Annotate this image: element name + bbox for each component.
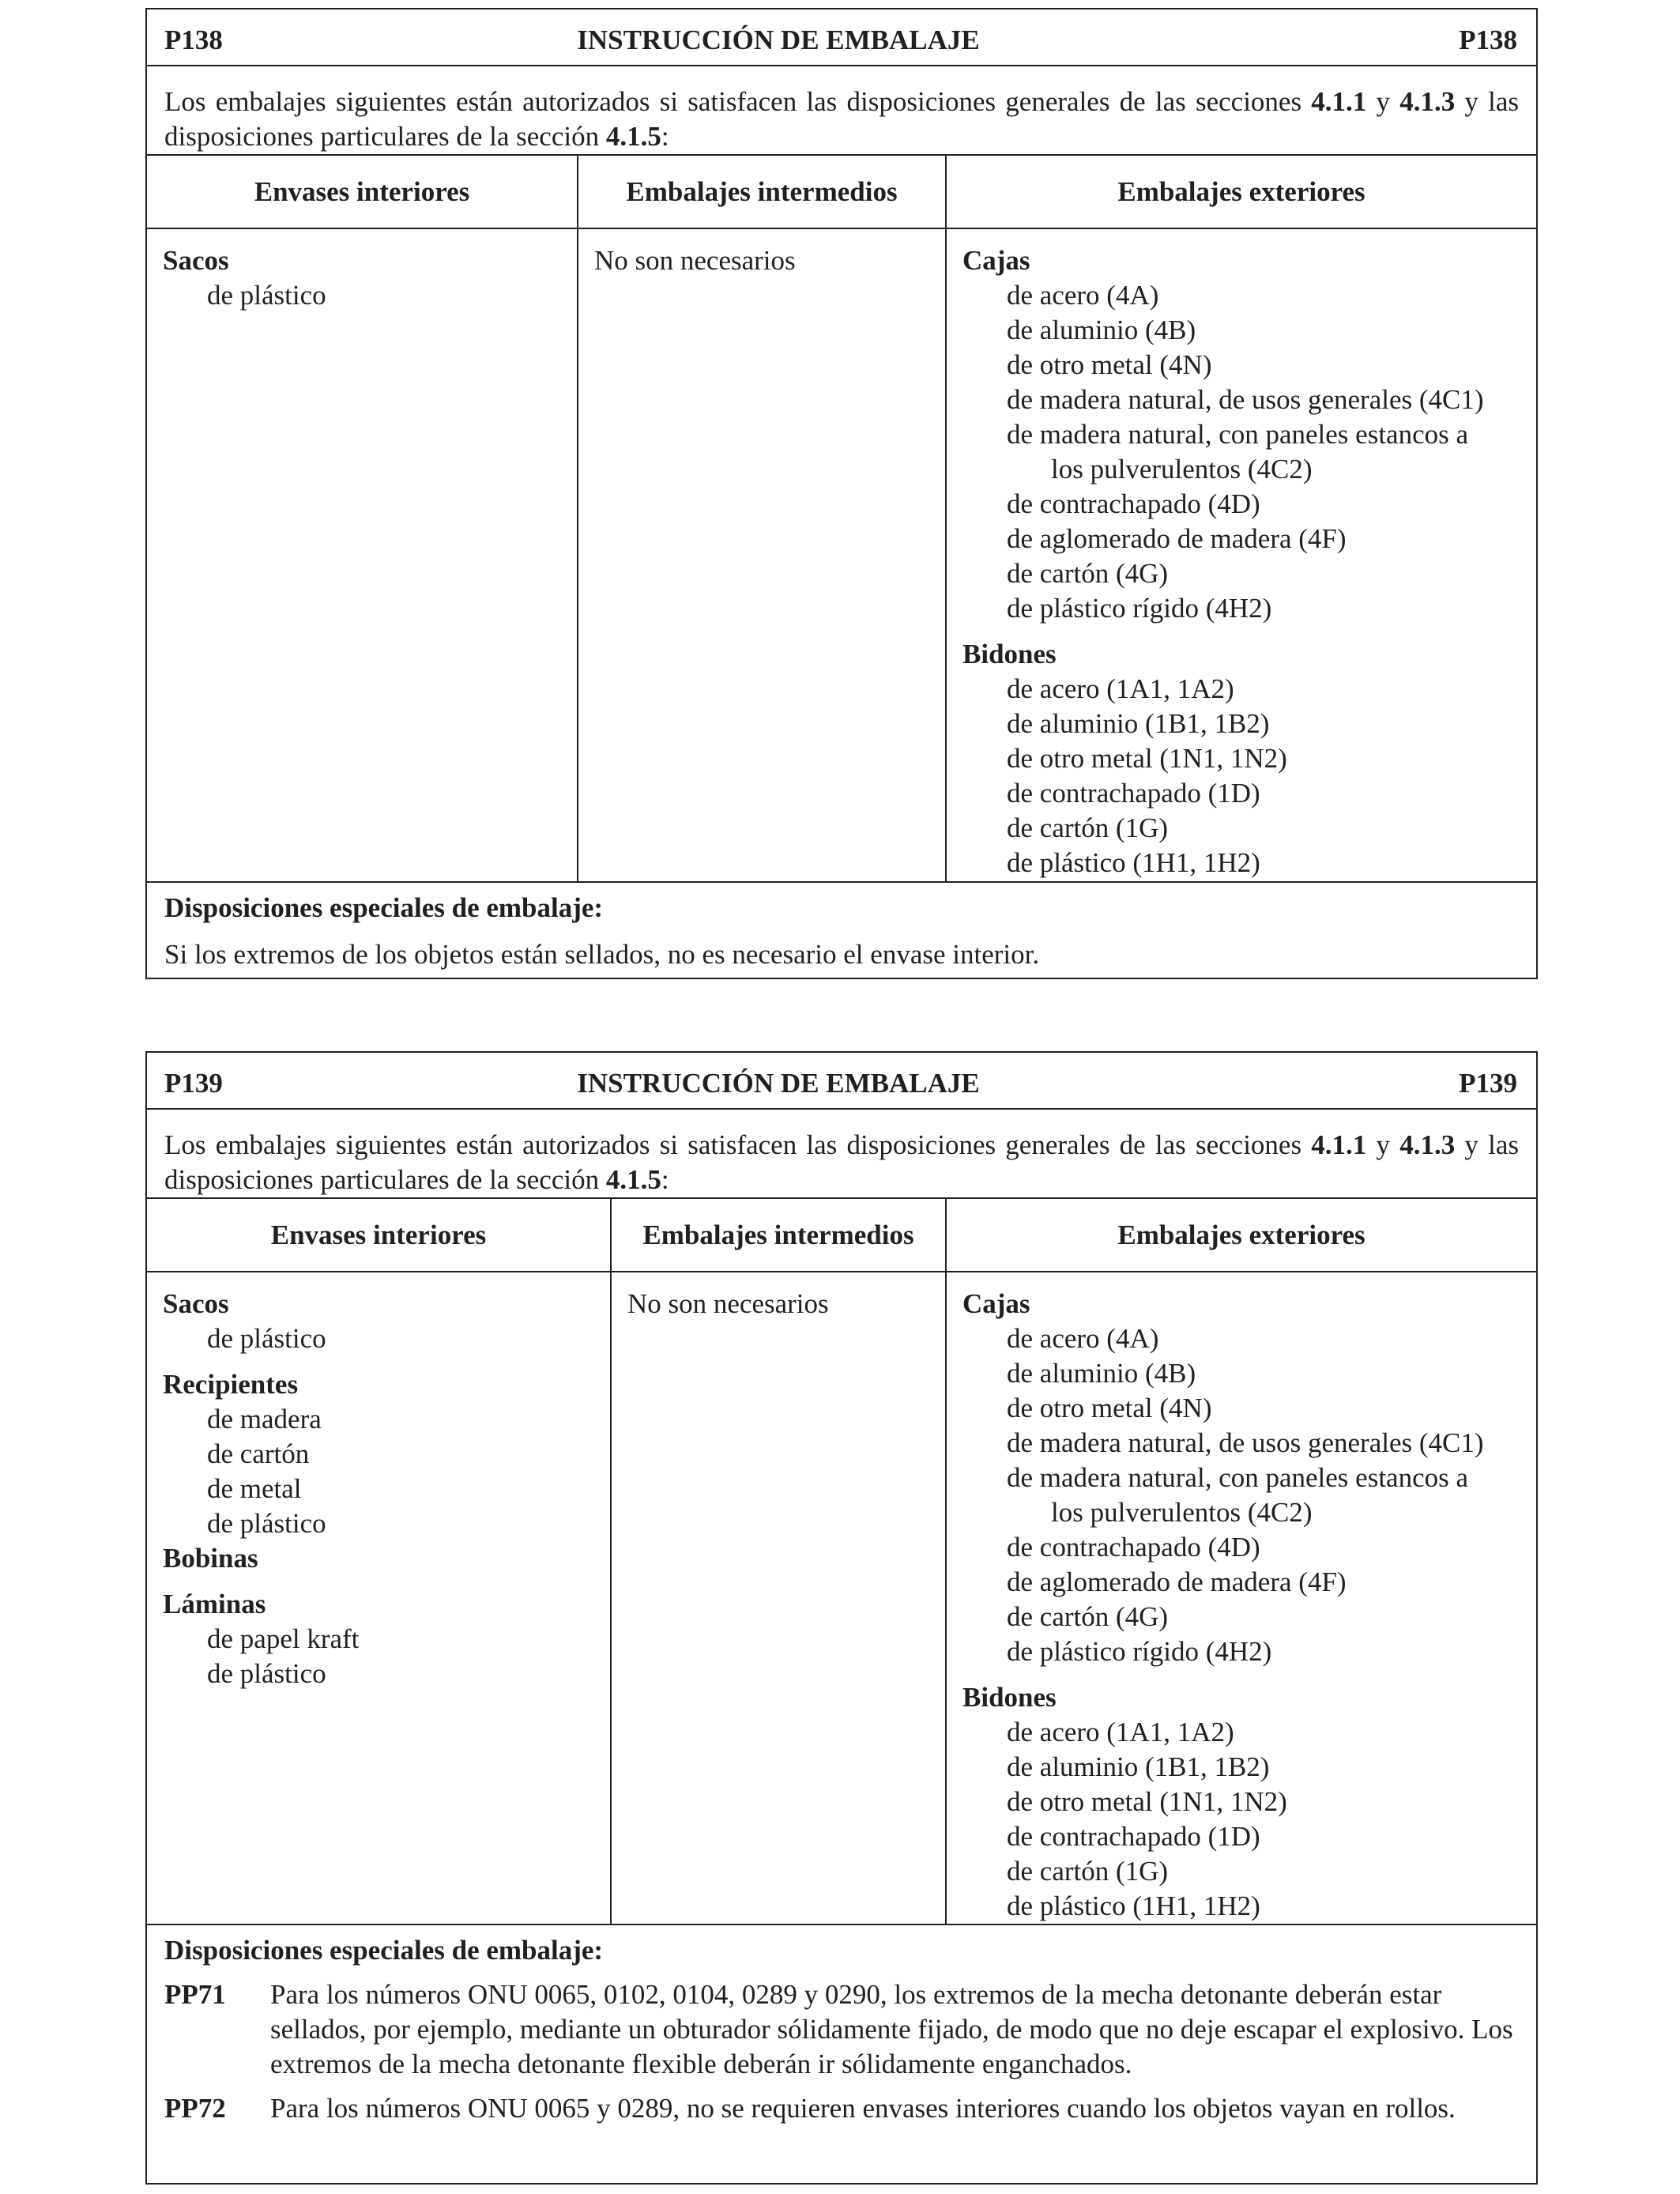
column-header-intermediate: Embalajes intermedios	[610, 1199, 945, 1271]
provision-text: Para los números ONU 0065, 0102, 0104, 0289 y 0290, los extremos de la mecha detonante deberán estar sellados, por ejemplo, mediante un obturador sólidamente fijado, de modo que no deje escapar el explosivo. Los extremos de la mecha detonante flexible deberán ir sólidamente enganchados.	[270, 1979, 1513, 2079]
special-provisions-title: Disposiciones especiales de embalaje:	[164, 1935, 604, 1966]
list-item: de otro metal (1N1, 1N2)	[1007, 743, 1287, 774]
provision-pp71	[164, 1977, 1519, 2082]
group-sacos: Sacos	[163, 245, 229, 276]
instruction-code-right: P139	[1459, 1068, 1517, 1099]
column-headers	[147, 1199, 1536, 1272]
group-laminas: Láminas	[163, 1589, 266, 1619]
list-item: de aluminio (1B1, 1B2)	[1007, 1751, 1270, 1782]
instruction-code-right: P138	[1459, 25, 1517, 55]
packing-instruction-p139	[145, 1051, 1538, 2185]
outer-packagings	[945, 229, 1536, 881]
list-item: de plástico	[207, 280, 326, 311]
intro-section-ref: 4.1.3	[1399, 1129, 1456, 1160]
provision-pp72	[164, 2091, 1519, 2126]
list-item: de metal	[207, 1473, 302, 1504]
column-header-outer: Embalajes exteriores	[945, 156, 1536, 228]
intermediate-packagings	[610, 1272, 945, 1924]
intro-text: y	[1366, 1129, 1400, 1160]
list-item: de cartón	[207, 1438, 310, 1469]
list-item-continuation: los pulverulentos (4C2)	[1051, 1497, 1313, 1528]
list-item: de contrachapado (4D)	[1007, 488, 1260, 519]
intro-text: y las disposiciones particulares de la sección	[164, 1129, 1520, 1195]
group-bidones: Bidones	[962, 1682, 1057, 1713]
provision-code: PP72	[164, 2093, 226, 2124]
list-item: de madera natural, con paneles estancos a	[1007, 1462, 1469, 1493]
special-provisions-note: Si los extremos de los objetos están sellados, no es necesario el envase interior.	[164, 939, 1040, 970]
provision-code: PP71	[164, 1979, 226, 2010]
intro-text: y	[1366, 86, 1400, 117]
inner-packagings	[147, 229, 577, 881]
intro-section-ref: 4.1.1	[1311, 86, 1367, 117]
instruction-intro	[147, 66, 1536, 156]
packing-instruction-p138	[145, 8, 1538, 979]
list-item: de plástico rígido (4H2)	[1007, 1636, 1272, 1667]
list-item: de plástico	[207, 1323, 326, 1354]
list-item: de plástico (1H1, 1H2)	[1007, 847, 1260, 878]
intro-text: :	[661, 1164, 669, 1195]
provision-text: Para los números ONU 0065 y 0289, no se requieren envases interiores cuando los objetos vayan en rollos.	[270, 2093, 1456, 2124]
intro-text: Los embalajes siguientes están autorizados si satisfacen las disposiciones generales de las secciones	[164, 86, 1312, 117]
intro-text: y las disposiciones particulares de la sección	[164, 86, 1520, 152]
intro-section-ref: 4.1.5	[605, 121, 661, 152]
list-item: de madera natural, con paneles estancos a	[1007, 419, 1469, 450]
list-item: de contrachapado (4D)	[1007, 1532, 1260, 1563]
intro-section-ref: 4.1.3	[1399, 86, 1456, 117]
list-item: de plástico	[207, 1508, 326, 1539]
intro-section-ref: 4.1.1	[1311, 1129, 1367, 1160]
group-sacos: Sacos	[163, 1288, 229, 1319]
list-item: de otro metal (1N1, 1N2)	[1007, 1786, 1287, 1817]
instruction-header	[147, 1053, 1536, 1110]
list-item-continuation: los pulverulentos (4C2)	[1051, 454, 1313, 484]
inner-packagings	[147, 1272, 610, 1924]
list-item: de madera natural, de usos generales (4C1)	[1007, 1427, 1484, 1458]
intro-section-ref: 4.1.5	[605, 1164, 661, 1195]
intro-text: Los embalajes siguientes están autorizados si satisfacen las disposiciones generales de las secciones	[164, 1129, 1312, 1160]
instruction-title: INSTRUCCIÓN DE EMBALAJE	[577, 1068, 980, 1099]
list-item: de plástico (1H1, 1H2)	[1007, 1891, 1260, 1921]
column-header-inner: Envases interiores	[254, 175, 470, 207]
list-item: de contrachapado (1D)	[1007, 778, 1260, 809]
list-item: de otro metal (4N)	[1007, 349, 1212, 380]
list-item: de papel kraft	[207, 1623, 360, 1654]
list-item: de acero (4A)	[1007, 280, 1159, 311]
group-cajas: Cajas	[962, 245, 1030, 276]
list-item: de cartón (4G)	[1007, 1601, 1169, 1632]
list-item: de aluminio (1B1, 1B2)	[1007, 708, 1270, 739]
list-item: de aglomerado de madera (4F)	[1007, 1566, 1347, 1597]
list-item: de acero (1A1, 1A2)	[1007, 1717, 1234, 1747]
outer-packagings	[945, 1272, 1536, 1924]
intermediate-packagings	[577, 229, 945, 881]
list-item: de otro metal (4N)	[1007, 1393, 1212, 1423]
packaging-columns	[147, 229, 1536, 883]
list-item: de cartón (1G)	[1007, 812, 1169, 843]
list-item: de plástico rígido (4H2)	[1007, 593, 1272, 624]
list-item: de cartón (1G)	[1007, 1856, 1169, 1887]
group-bobinas: Bobinas	[163, 1543, 258, 1574]
column-headers	[147, 156, 1536, 229]
intermediate-value: No son necesarios	[627, 1288, 829, 1319]
special-provisions-title: Disposiciones especiales de embalaje:	[164, 892, 604, 923]
instruction-header	[147, 9, 1536, 66]
group-bidones: Bidones	[962, 639, 1057, 669]
list-item: de aluminio (4B)	[1007, 315, 1196, 345]
intro-text: :	[661, 121, 669, 152]
list-item: de acero (1A1, 1A2)	[1007, 673, 1234, 704]
column-header-intermediate: Embalajes intermedios	[577, 156, 945, 228]
special-provisions	[147, 883, 1536, 972]
group-cajas: Cajas	[962, 1288, 1030, 1319]
list-item: de madera natural, de usos generales (4C1)	[1007, 384, 1484, 415]
list-item: de aglomerado de madera (4F)	[1007, 523, 1347, 554]
list-item: de plástico	[207, 1658, 326, 1689]
packaging-columns	[147, 1272, 1536, 1925]
list-item: de acero (4A)	[1007, 1323, 1159, 1354]
special-provisions	[147, 1925, 1536, 2126]
instruction-code-left: P139	[164, 1068, 223, 1099]
list-item: de aluminio (4B)	[1007, 1358, 1196, 1389]
instruction-intro	[147, 1110, 1536, 1199]
list-item: de contrachapado (1D)	[1007, 1821, 1260, 1852]
instruction-code-left: P138	[164, 25, 223, 55]
list-item: de madera	[207, 1404, 322, 1434]
group-recipientes: Recipientes	[163, 1369, 299, 1400]
instruction-title: INSTRUCCIÓN DE EMBALAJE	[577, 25, 980, 55]
column-header-outer: Embalajes exteriores	[945, 1199, 1536, 1271]
intermediate-value: No son necesarios	[594, 245, 796, 276]
list-item: de cartón (4G)	[1007, 558, 1169, 589]
column-header-inner: Envases interiores	[270, 1219, 487, 1250]
